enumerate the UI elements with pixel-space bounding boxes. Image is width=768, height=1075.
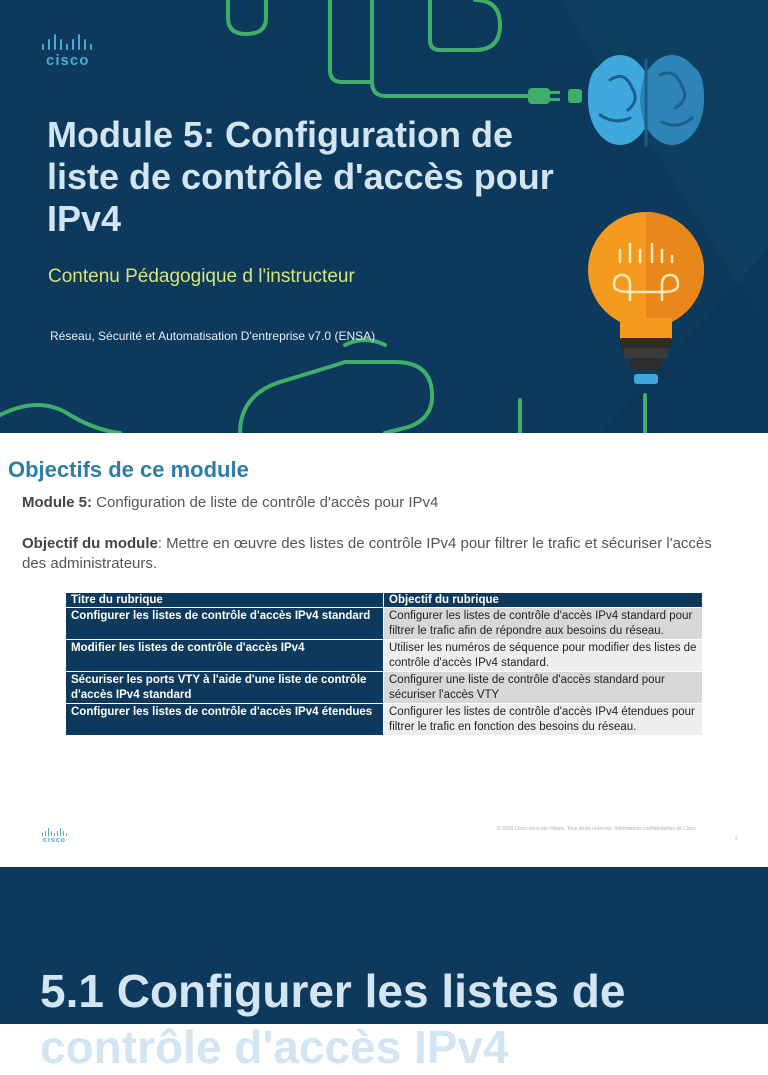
- column-header: Objectif du rubrique: [384, 593, 703, 608]
- topic-objective-cell: Utiliser les numéros de séquence pour modifier des listes de contrôle d'accès IPv4 standard.: [384, 640, 703, 672]
- section-title: 5.1 Configurer les listes de contrôle d'accès IPv4: [40, 965, 626, 1073]
- table-row: [66, 672, 703, 704]
- cisco-bars-icon: [42, 32, 110, 50]
- page-number: 2: [735, 836, 738, 842]
- cisco-wordmark: cisco: [43, 837, 66, 844]
- course-name: Réseau, Sécurité et Automatisation D'entreprise v7.0 (ENSA): [50, 329, 376, 343]
- topic-title-cell: Modifier les listes de contrôle d'accès IPv4: [66, 640, 384, 672]
- footer-copyright: © 2016 Cisco et/ou ses filiales. Tous droits réservés. Informations confidentielles de Cisco: [497, 826, 696, 832]
- module-line: [22, 493, 722, 513]
- objective-label: Objectif du module: [22, 535, 158, 552]
- topic-title-cell: Configurer les listes de contrôle d'accès IPv4 étendues: [66, 704, 384, 736]
- cisco-bars-icon: [42, 828, 67, 836]
- slide-title: Module 5: Configuration de liste de contrôle d'accès pour IPv4: [47, 114, 554, 239]
- objective-text: : Mettre en œuvre des listes de contrôle IPv4 pour filtrer le trafic et sécuriser l'accès des administrateurs.: [22, 535, 712, 572]
- topic-objective-cell: Configurer les listes de contrôle d'accès IPv4 étendues pour filtrer le trafic en fonction des besoins du réseau.: [384, 704, 703, 736]
- table-row: [66, 640, 703, 672]
- table-row: [66, 704, 703, 736]
- slide-subtitle: Contenu Pédagogique d l'instructeur: [48, 266, 355, 287]
- footer-cisco-logo: [40, 828, 67, 844]
- topic-title-cell: Sécuriser les ports VTY à l'aide d'une liste de contrôle d'accès IPv4 standard: [66, 672, 384, 704]
- module-label: Module 5:: [22, 494, 92, 511]
- table-row: [66, 608, 703, 640]
- section-slide: [0, 867, 768, 1073]
- column-header: Titre du rubrique: [66, 593, 384, 608]
- plug-icon: [528, 88, 582, 104]
- objectives-slide: [0, 433, 768, 867]
- objective-line: [22, 534, 722, 574]
- topic-objective-cell: Configurer les listes de contrôle d'accès IPv4 standard pour filtrer le trafic afin de répondre aux besoins du réseau.: [384, 608, 703, 640]
- cisco-wordmark: cisco: [46, 52, 90, 69]
- objectives-table: [65, 592, 703, 736]
- title-slide: [0, 0, 768, 433]
- module-text: Configuration de liste de contrôle d'accès pour IPv4: [92, 494, 439, 511]
- topic-objective-cell: Configurer une liste de contrôle d'accès standard pour sécuriser l'accès VTY: [384, 672, 703, 704]
- objectives-heading: Objectifs de ce module: [8, 457, 249, 482]
- topic-title-cell: Configurer les listes de contrôle d'accès IPv4 standard: [66, 608, 384, 640]
- brain-icon: [588, 55, 704, 145]
- table-header-row: [66, 593, 703, 608]
- cisco-logo: [40, 32, 110, 72]
